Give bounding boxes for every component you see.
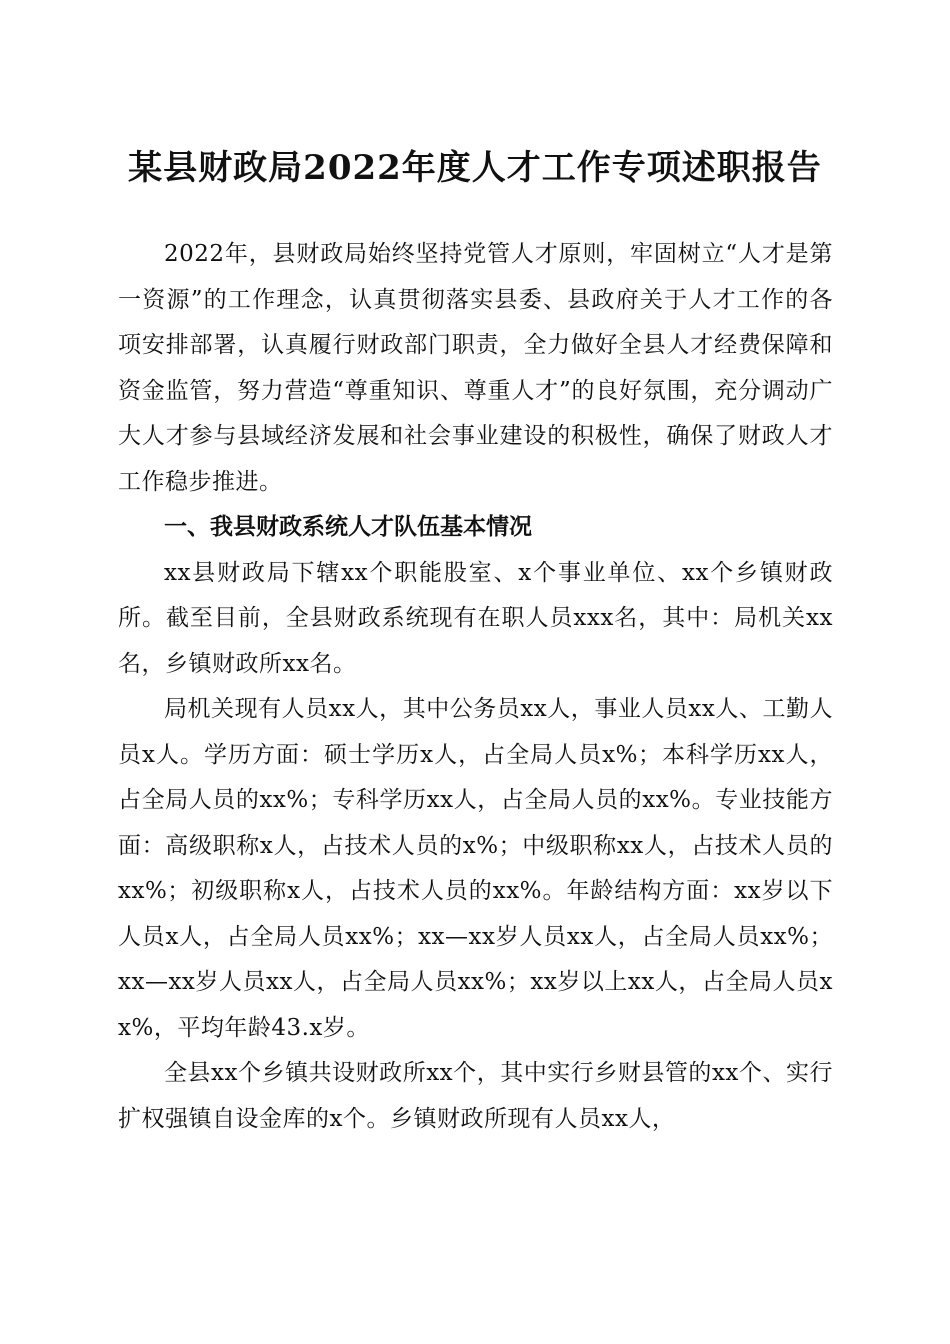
document-body (118, 232, 833, 1142)
paragraph-organization: xx县财政局下辖xx个职能股室、x个事业单位、xx个乡镇财政所。截至目前，全县财政系统现有在职人员xxx名，其中：局机关xx名，乡镇财政所xx名。 (118, 559, 833, 677)
section-heading-1: 一、我县财政系统人才队伍基本情况 (164, 514, 532, 540)
document-title: 某县财政局2022年度人才工作专项述职报告 (128, 148, 822, 188)
intro-paragraph: 2022年，县财政局始终坚持党管人才原则，牢固树立“人才是第一资源”的工作理念，认真贯彻落实县委、县政府关于人才工作的各项安排部署，认真履行财政部门职责，全力做好全县人才经费保障和资金监管，努力营造“尊重知识、尊重人才”的良好氛围，充分调动广大人才参与县域经济发展和社会事业建设的积极性，确保了财政人才工作稳步推进。 (118, 241, 833, 495)
paragraph-bureau-staff: 局机关现有人员xx人，其中公务员xx人，事业人员xx人、工勤人员x人。学历方面：硕士学历x人，占全局人员x%；本科学历xx人，占全局人员的xx%；专科学历xx人，占全局人员的xx%。专业技能方面：高级职称x人，占技术人员的x%；中级职称xx人，占技术人员的xx%；初级职称x人，占技术人员的xx%。年龄结构方面：xx岁以下人员x人，占全局人员xx%；xx—xx岁人员xx人，占全局人员xx%；xx—xx岁人员xx人，占全局人员xx%；xx岁以上xx人，占全局人员xx%，平均年龄43.x岁。 (118, 696, 833, 1041)
paragraph-township-offices: 全县xx个乡镇共设财政所xx个，其中实行乡财县管的xx个、实行扩权强镇自设金库的x个。乡镇财政所现有人员xx人， (118, 1060, 833, 1132)
